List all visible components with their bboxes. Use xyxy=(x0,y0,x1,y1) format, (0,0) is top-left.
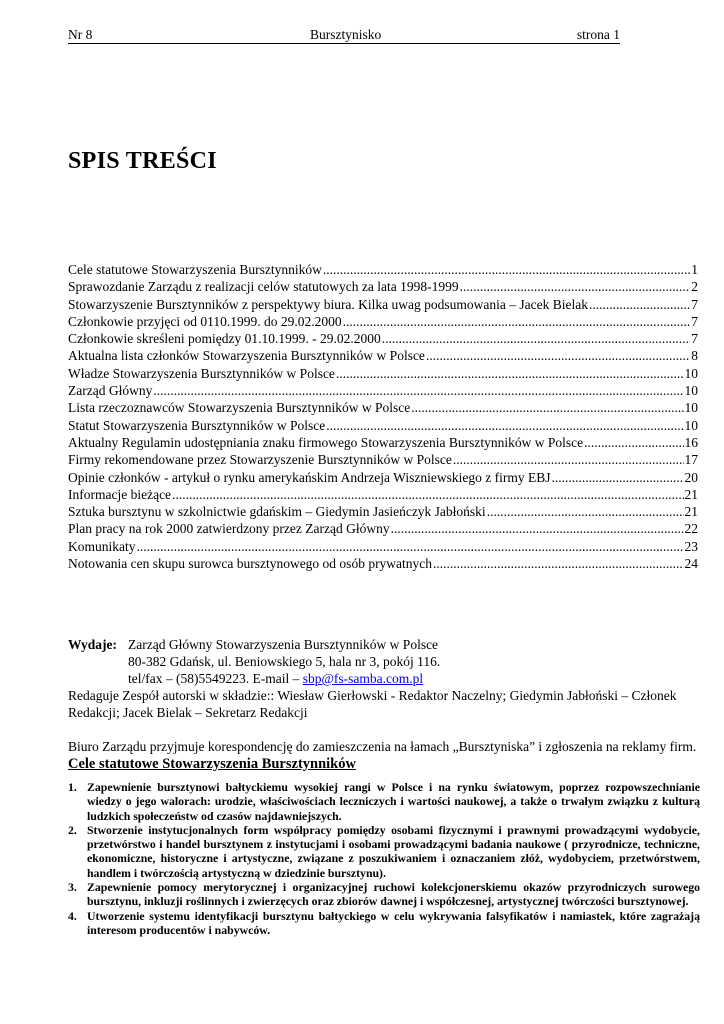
table-of-contents xyxy=(68,261,698,572)
toc-entry-page: 1 xyxy=(691,262,698,277)
toc-leader-dots xyxy=(172,486,683,503)
toc-entry-page: 16 xyxy=(684,434,698,450)
toc-entry-title: Sprawozdanie Zarządu z realizacji celów statutowych za lata 1998-1999 xyxy=(68,279,459,295)
toc-entry-page: 10 xyxy=(684,400,698,416)
goal-number: 3. xyxy=(68,880,77,895)
toc-leader-dots xyxy=(336,365,684,382)
toc-leader-dots xyxy=(584,434,683,451)
toc-entry[interactable] xyxy=(68,313,698,330)
toc-entry-page: 22 xyxy=(684,521,698,537)
page-header xyxy=(68,27,620,44)
toc-entry-page: 7 xyxy=(691,296,698,312)
toc-entry[interactable] xyxy=(68,434,698,451)
toc-entry[interactable] xyxy=(68,330,698,347)
toc-entry-title: Komunikaty xyxy=(68,538,136,554)
goal-number: 4. xyxy=(68,908,77,923)
toc-entry-title: Aktualna lista członków Stowarzyszenia Bursztynników w Polsce xyxy=(68,348,425,364)
toc-entry[interactable] xyxy=(68,399,698,416)
toc-entry-title: Cele statutowe Stowarzyszenia Bursztynników xyxy=(68,262,322,277)
toc-entry[interactable] xyxy=(68,382,698,399)
toc-entry-page: 7 xyxy=(691,313,698,329)
imprint xyxy=(68,636,698,773)
toc-entry-page: 17 xyxy=(684,452,698,468)
toc-entry-title: Lista rzeczoznawców Stowarzyszenia Bursztynników w Polsce xyxy=(68,400,411,416)
toc-entry-page: 2 xyxy=(691,279,698,295)
toc-entry-title: Władze Stowarzyszenia Bursztynników w Polsce xyxy=(68,365,335,381)
toc-entry[interactable] xyxy=(68,347,698,364)
section-heading: Cele statutowe Stowarzyszenia Bursztynników xyxy=(68,756,356,772)
contact-phone: tel/fax – (58)5549223. E-mail – xyxy=(128,671,303,686)
office-note: Biuro Zarządu przyjmuje korespondencję do zamieszczenia na łamach „Bursztyniska” i zgłoszenia na reklamy firm. xyxy=(68,739,697,754)
toc-entry-page: 10 xyxy=(684,365,698,381)
page-number: strona 1 xyxy=(576,27,620,42)
toc-entry-page: 21 xyxy=(684,504,698,520)
toc-entry[interactable] xyxy=(68,555,698,572)
toc-entry-page: 7 xyxy=(691,331,698,347)
statutory-goals-list xyxy=(68,780,700,937)
toc-entry[interactable] xyxy=(68,520,698,537)
issue-number: Nr 8 xyxy=(68,27,93,42)
toc-leader-dots xyxy=(551,469,683,486)
goal-number: 2. xyxy=(68,822,77,837)
toc-leader-dots xyxy=(343,313,691,330)
toc-entry[interactable] xyxy=(68,261,698,278)
toc-entry-title: Sztuka bursztynu w szkolnictwie gdańskim – Giedymin Jasieńczyk Jabłoński xyxy=(68,504,486,520)
editorial-team: Redaguje Zespół autorski w składzie:: Wiesław Gierłowski - Redaktor Naczelny; Giedymin Jabłoński – Członek Redakcji; Jacek Bielak – Sekretarz Redakcji xyxy=(68,688,677,720)
imprint-label: Wydaje: xyxy=(68,637,117,652)
toc-entry[interactable] xyxy=(68,365,698,382)
toc-entry-page: 8 xyxy=(691,348,698,364)
toc-entry[interactable] xyxy=(68,417,698,434)
toc-entry-title: Plan pracy na rok 2000 zatwierdzony przez Zarząd Główny xyxy=(68,521,390,537)
toc-leader-dots xyxy=(323,261,690,278)
toc-entry-title: Informacje bieżące xyxy=(68,486,172,502)
toc-leader-dots xyxy=(391,520,684,537)
toc-entry-page: 23 xyxy=(684,538,698,554)
toc-entry[interactable] xyxy=(68,486,698,503)
toc-leader-dots xyxy=(453,451,684,468)
toc-entry[interactable] xyxy=(68,451,698,468)
goal-text: Utworzenie systemu identyfikacji bursztynu bałtyckiego w celu wykrywania falsyfikatów i namiastek, które zagrażają interesom producentów i nabywców. xyxy=(87,908,700,937)
goal-item xyxy=(68,780,700,823)
toc-entry-page: 10 xyxy=(684,383,698,399)
toc-leader-dots xyxy=(326,417,683,434)
toc-entry-title: Statut Stowarzyszenia Bursztynników w Polsce xyxy=(68,417,326,433)
toc-leader-dots xyxy=(382,330,691,347)
goal-item xyxy=(68,880,700,909)
toc-entry[interactable] xyxy=(68,469,698,486)
toc-entry-title: Stowarzyszenie Bursztynników z perspektywy biura. Kilka uwag podsumowania – Jacek Bielak xyxy=(68,296,588,312)
goal-number: 1. xyxy=(68,780,77,794)
toc-entry-title: Notowania cen skupu surowca bursztynowego od osób prywatnych xyxy=(68,556,433,572)
toc-entry-title: Członkowie przyjęci od 0110.1999. do 29.02.2000 xyxy=(68,313,342,329)
toc-entry-title: Członkowie skreśleni pomiędzy 01.10.1999. - 29.02.2000 xyxy=(68,331,381,347)
toc-leader-dots xyxy=(433,555,683,572)
toc-entry[interactable] xyxy=(68,278,698,295)
toc-leader-dots xyxy=(137,538,684,555)
goal-text: Zapewnienie pomocy merytorycznej i organizacyjnej ruchowi kolekcjonerskiemu okazów przyrodniczych surowego bursztynu, inkluzji roślinnych i zwierzęcych oraz zbiorów dawnej i współczesnej, artystycznej twórczości bursztynowej. xyxy=(87,880,700,909)
toc-leader-dots xyxy=(589,296,690,313)
publisher-address: 80-382 Gdańsk, ul. Beniowskiego 5, hala nr 3, pokój 116. xyxy=(128,654,441,669)
publisher-contact xyxy=(128,670,440,687)
toc-leader-dots xyxy=(487,503,684,520)
goal-text: Zapewnienie bursztynowi bałtyckiemu wysokiej rangi w Polsce i na rynku światowym, poprzez rozpowszechnianie wiedzy o jego walorach: urodzie, właściwościach leczniczych i wartości naukowej, a także o trwałym związku z kulturą ludzkich społeczeństw od czasów najdawniejszych. xyxy=(87,780,700,823)
goal-item xyxy=(68,823,700,880)
toc-entry[interactable] xyxy=(68,503,698,520)
toc-entry-title: Firmy rekomendowane przez Stowarzyszenie Bursztynników w Polsce xyxy=(68,452,452,468)
toc-entry-title: Aktualny Regulamin udostępniania znaku firmowego Stowarzyszenia Bursztynników w Polsce xyxy=(68,434,584,450)
publisher-name: Zarząd Główny Stowarzyszenia Bursztynników w Polsce xyxy=(128,637,439,652)
toc-entry[interactable] xyxy=(68,296,698,313)
toc-leader-dots xyxy=(426,347,690,364)
toc-entry-page: 20 xyxy=(684,469,698,485)
toc-leader-dots xyxy=(411,399,683,416)
toc-entry[interactable] xyxy=(68,538,698,555)
publication-name: Bursztynisko xyxy=(310,27,382,42)
toc-entry-title: Zarząd Główny xyxy=(68,383,153,399)
email-link[interactable]: sbp@fs-samba.com.pl xyxy=(302,671,424,686)
toc-leader-dots xyxy=(153,382,683,399)
goal-item xyxy=(68,909,700,938)
toc-entry-page: 10 xyxy=(684,417,698,433)
toc-entry-page: 21 xyxy=(684,486,698,502)
toc-entry-page: 24 xyxy=(684,556,698,572)
toc-entry-title: Opinie członków - artykuł o rynku amerykańskim Andrzeja Wiszniewskiego z firmy EBJ xyxy=(68,469,551,485)
document-title: SPIS TREŚCI xyxy=(68,148,217,174)
goal-text: Stworzenie instytucjonalnych form współpracy pomiędzy osobami fizycznymi i prawnymi prowadzącymi wydobycie, przetwórstwo i handel bursztynem z instytucjami i osobami prowadzącymi badania naukowe ( przyrodnicze, techniczne, ekonomiczne, historyczne i artystyczne, związane z poszukiwaniem i oznaczaniem złóż, wydobyciem, przetwórstwem, handlem i twórczością artystyczną w dziedzinie bursztynu). xyxy=(87,822,700,880)
toc-leader-dots xyxy=(460,278,691,295)
